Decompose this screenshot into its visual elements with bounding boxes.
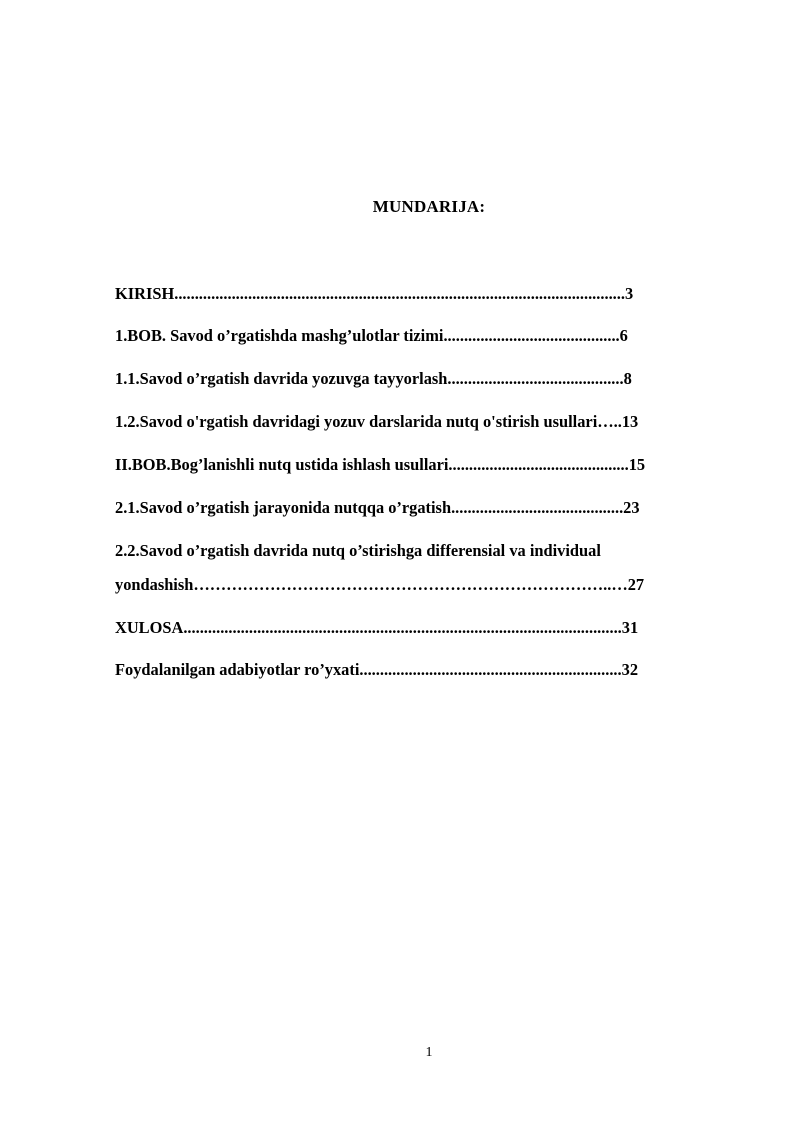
toc-entry-bob2 [115, 455, 645, 475]
toc-entry-text: 1.1.Savod o’rgatish davrida yozuvga tayyorlash [115, 369, 448, 388]
toc-entry-page: 8 [623, 369, 632, 388]
toc-entry-text: KIRISH [115, 284, 175, 303]
toc-entry-xulosa [115, 618, 638, 638]
toc-entry-text: 2.2.Savod o’rgatish davrida nutq o’stirishga differensial va individual [115, 541, 601, 560]
toc-entry-kirish [115, 284, 633, 304]
toc-title: MUNDARIJA: [372, 197, 486, 216]
toc-entry-text: 1.2.Savod o'rgatish davridagi yozuv darslarida nutq o'stirish usullari [115, 412, 598, 431]
toc-entry-leader: ….. [597, 412, 622, 431]
toc-entry-page: 15 [628, 455, 646, 474]
toc-entry-page: 13 [621, 412, 639, 431]
toc-entry-leader: ........................................................................................................... [183, 618, 622, 637]
toc-entry-leader: ........................................... [443, 326, 620, 345]
toc-entry-leader: .......................................... [451, 498, 624, 517]
toc-entry-text: 2.1.Savod o’rgatish jarayonida nutqqa o’rgatish [115, 498, 452, 517]
toc-entry-2-2 [115, 541, 601, 561]
toc-entry-text: yondashish [115, 575, 194, 594]
toc-entry-1-2 [115, 412, 638, 432]
toc-entry-text: XULOSA [115, 618, 184, 637]
toc-entry-leader: ................................................................ [359, 660, 622, 679]
toc-entry-leader: ............................................ [448, 455, 629, 474]
toc-entry-2-2-cont [115, 575, 644, 595]
toc-entry-page: 32 [621, 660, 639, 679]
toc-entry-2-1 [115, 498, 640, 518]
toc-entry-page: 3 [624, 284, 634, 303]
toc-entry-adabiyotlar [115, 660, 638, 680]
toc-entry-page: 23 [623, 498, 640, 517]
toc-entry-leader: …………………………………………………………………..… [193, 575, 628, 594]
toc-entry-page: 27 [627, 575, 645, 594]
page-number: 1 [425, 1045, 433, 1060]
toc-entry-page: 31 [621, 618, 639, 637]
toc-entry-leader: ........................................... [447, 369, 624, 388]
toc-entry-text: Foydalanilgan adabiyotlar ro’yxati [115, 660, 360, 679]
toc-entry-1-1 [115, 369, 632, 389]
toc-entry-text: II.BOB.Bog’lanishli nutq ustida ishlash usullari [115, 455, 449, 474]
toc-entry-text: 1.BOB. Savod o’rgatishda mashg’ulotlar tizimi [115, 326, 444, 345]
toc-entry-page: 6 [619, 326, 628, 345]
toc-entry-bob1 [115, 326, 628, 346]
toc-entry-leader: .............................................................................................................. [174, 284, 625, 303]
